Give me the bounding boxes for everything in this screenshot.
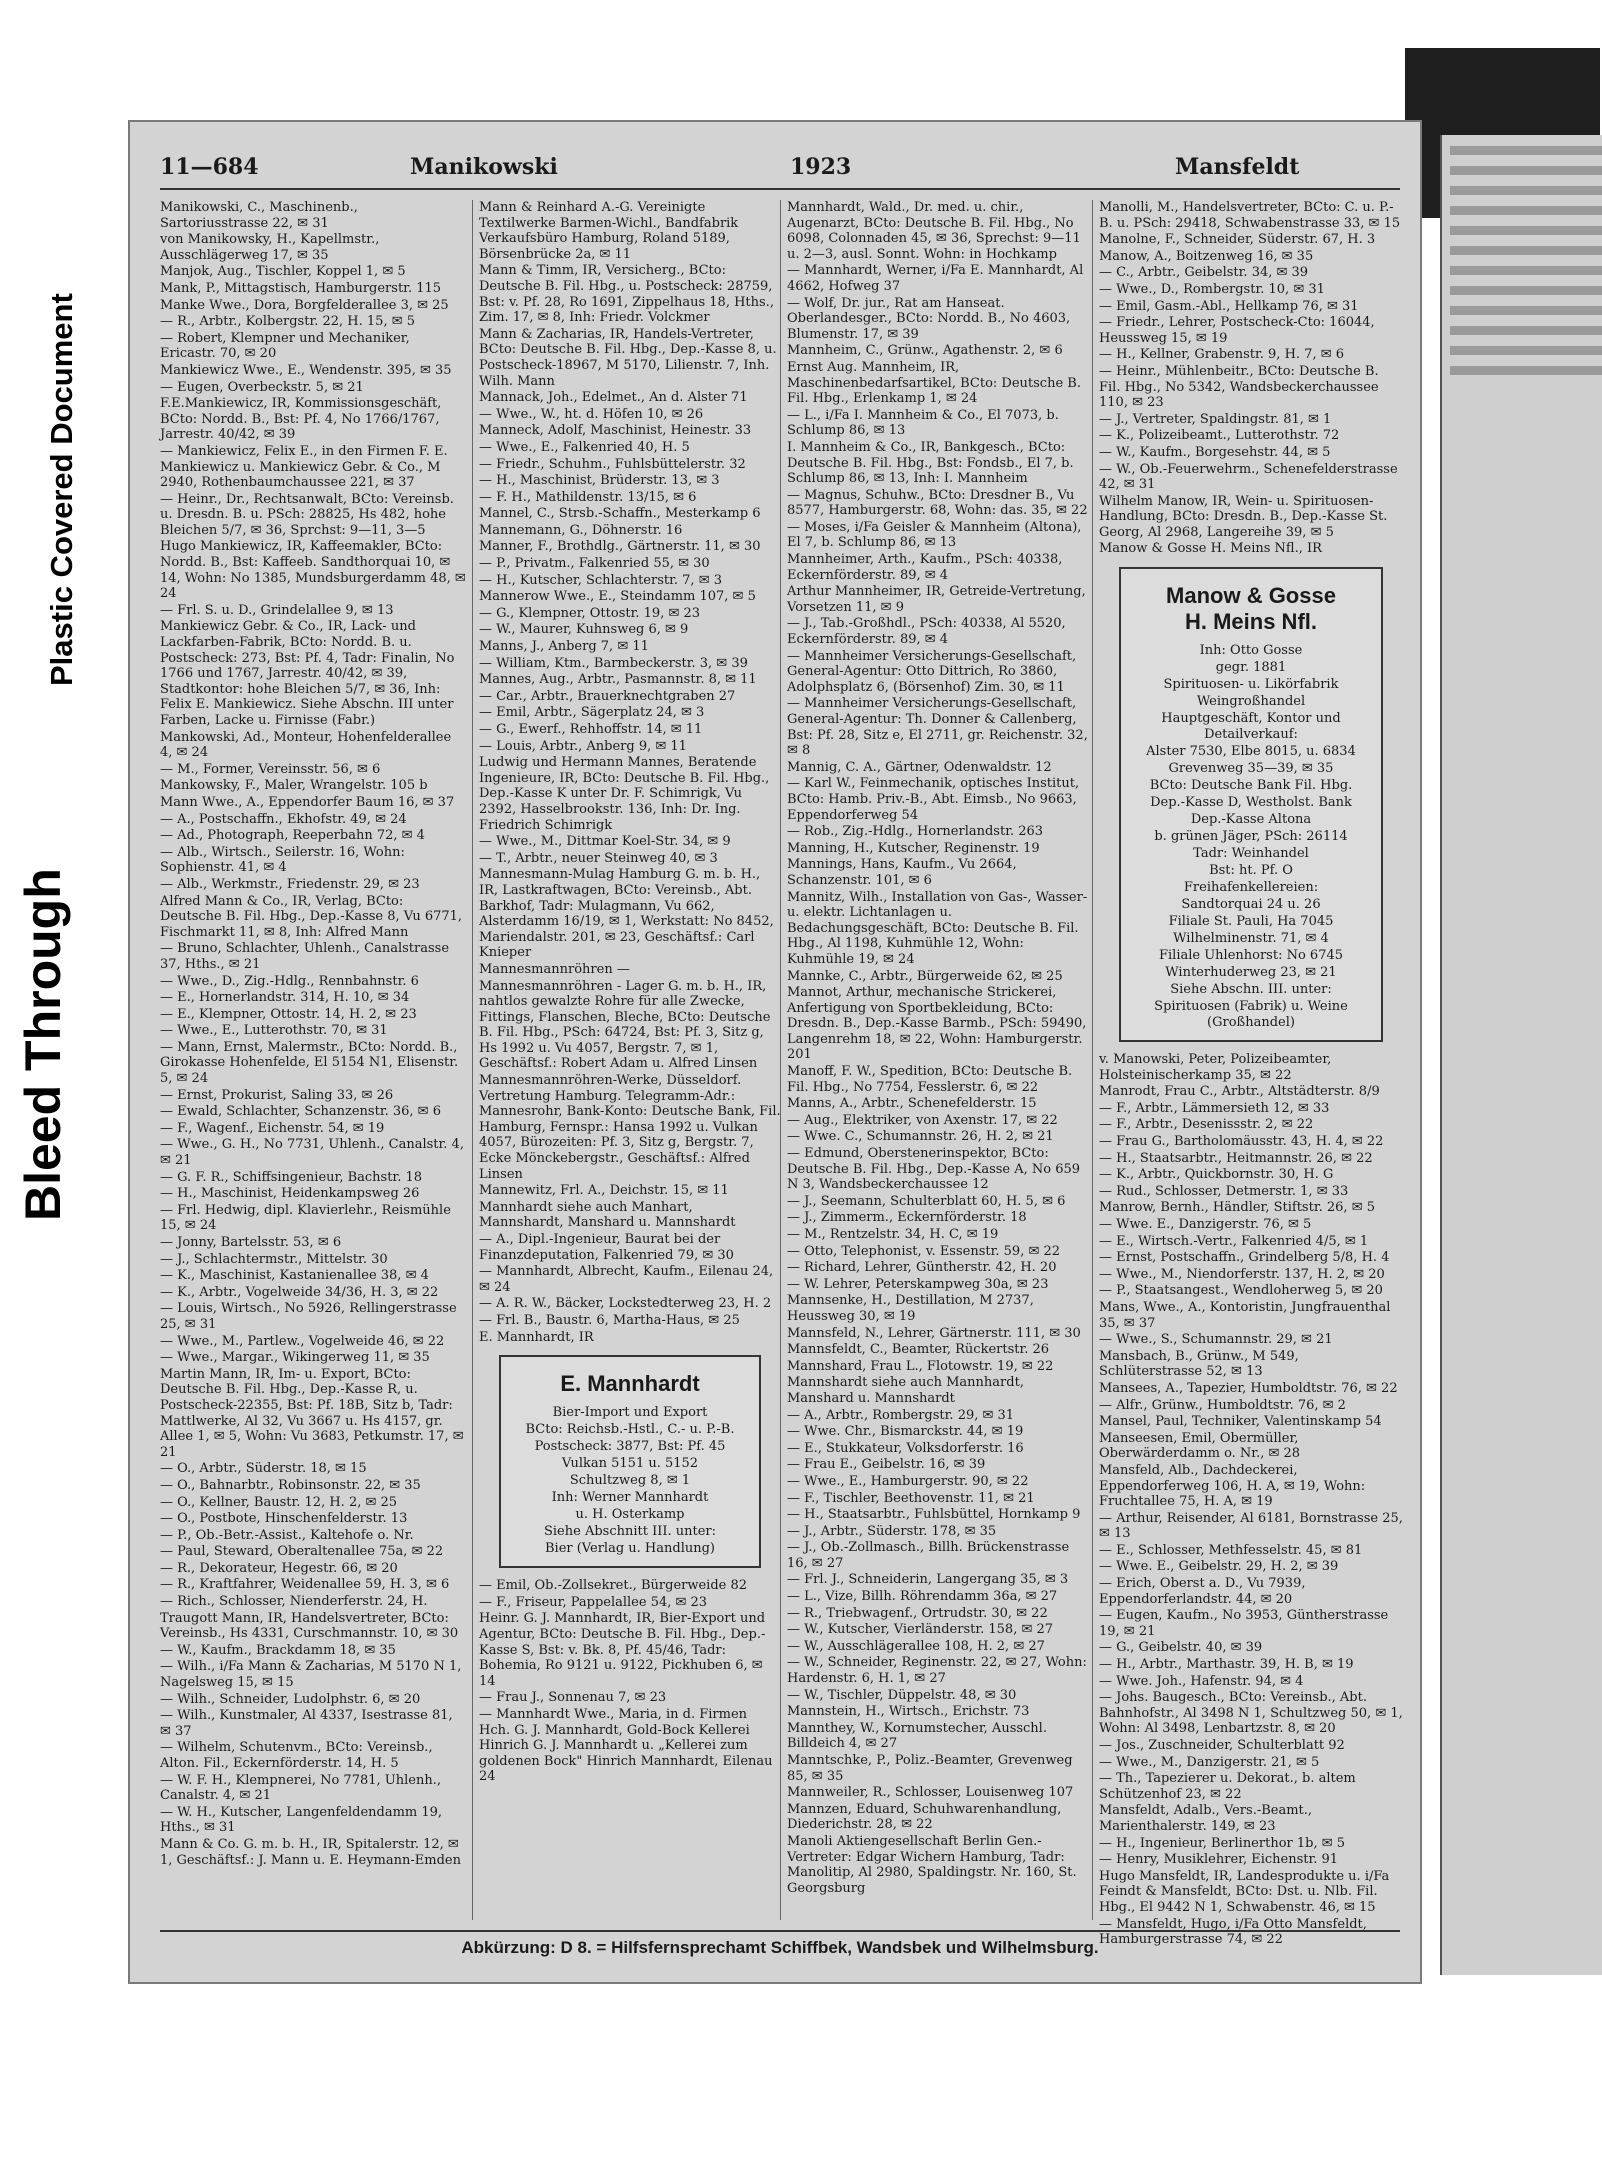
- directory-entry: — Frl. S. u. D., Grindelallee 9, ✉ 13: [160, 602, 394, 618]
- directory-entry: — Wolf, Dr. jur., Rat am Hanseat. Oberlandesger., BCto: Nordd. B., No 4603, Blumenstr. 17, ✉ 39: [787, 295, 1071, 342]
- directory-entry: — O., Postbote, Hinschenfelderstr. 13: [160, 1511, 408, 1527]
- directory-entry: — E., Hornerlandstr. 314, H. 10, ✉ 34: [160, 990, 410, 1006]
- directory-entry: Mannke, C., Arbtr., Bürgerweide 62, ✉ 25: [787, 968, 1063, 984]
- directory-entry: Manjok, Aug., Tischler, Koppel 1, ✉ 5: [160, 264, 406, 280]
- directory-entry: — Rich., Schlosser, Nienderferstr. 24, H.: [160, 1594, 428, 1610]
- directory-entry: Mannshard, Frau L., Flotowstr. 19, ✉ 22: [787, 1358, 1054, 1374]
- directory-entry: — Mannheimer Versicherungs-Gesellschaft, General-Agentur: Th. Donner & Callenberg, Bst: Pf. 28, Sitz e, El 2711, gr. Reichenstr. 32, ✉ 8: [787, 696, 1088, 759]
- directory-entry: Mannsfeld, N., Lehrer, Gärtnerstr. 111, ✉ 30: [787, 1325, 1081, 1341]
- directory-entry: — A., Postschaffn., Ekhofstr. 49, ✉ 24: [160, 811, 407, 827]
- directory-entry: — Friedr., Lehrer, Postscheck-Cto: 16044, Heussweg 15, ✉ 19: [1099, 315, 1375, 346]
- directory-entry: Mannesmannröhren-Werke, Düsseldorf. Vertretung Hamburg. Telegramm-Adr.: Mannesrohr, Bank-Konto: Deutsche Bank, Fil. Hamburg, Fernspr.: Hansa 1992 u. Vulkan 4057, Bürozeiten: Pf. 3, Sitz g, Bergstr. 7, Ecke Mönckebergstr., Geschäftsf.: Alfred Linsen: [479, 1073, 781, 1182]
- directory-entry: — Wwe., G. H., No 7731, Uhlenh., Canalstr. 4, ✉ 21: [160, 1137, 464, 1169]
- directory-entry: — Paul, Steward, Oberaltenallee 75a, ✉ 22: [160, 1544, 444, 1560]
- directory-entry: — Wwe., D., Rombergstr. 10, ✉ 31: [1099, 281, 1325, 297]
- ad-line: Schultzweg 8, ✉ 1: [569, 1473, 691, 1489]
- ad-line: Bst: ht. Pf. O: [1209, 863, 1293, 879]
- column-1: [160, 200, 466, 1920]
- directory-entry: — W., Schneider, Reginenstr. 22, ✉ 27, Wohn: Hardenstr. 6, H. 1, ✉ 27: [787, 1655, 1087, 1687]
- directory-entry: — F., Wagenf., Eichenstr. 54, ✉ 19: [160, 1120, 385, 1136]
- directory-entry: — M., Rentzelstr. 34, H. C, ✉ 19: [787, 1227, 999, 1242]
- directory-entry: Wilhelm Manow, IR, Wein- u. Spirituosen-Handlung, BCto: Dresdn. B., Dep.-Kasse St. Georg, Al 2968, Langereihe 39, ✉ 5: [1099, 493, 1388, 540]
- directory-entry: — E., Klempner, Ottostr. 14, H. 2, ✉ 23: [160, 1006, 417, 1022]
- ad-line: Inh: Otto Gosse: [1199, 643, 1303, 659]
- directory-entry: I. Mannheim & Co., IR, Bankgesch., BCto: Deutsche B. Fil. Hbg., Bst: Fondsb., El 7, b. Schlump 86, ✉ 13, Inh: I. Mannheim: [787, 439, 1074, 487]
- directory-entry: Manrow, Bernh., Händler, Stiftstr. 26, ✉ 5: [1099, 1200, 1375, 1216]
- directory-entry: — Alb., Wirtsch., Seilerstr. 16, Wohn: Sophienstr. 41, ✉ 4: [160, 844, 405, 876]
- directory-entry: — Arthur, Reisender, Al 6181, Bornstrasse 25, ✉ 13: [1099, 1510, 1403, 1542]
- directory-entry: — F., Arbtr., Desenissstr. 2, ✉ 22: [1099, 1117, 1314, 1133]
- directory-entry: — Richard, Lehrer, Güntherstr. 42, H. 20: [787, 1260, 1057, 1276]
- directory-entry: — T., Arbtr., neuer Steinweg 40, ✉ 3: [479, 850, 718, 866]
- directory-entry: — E., Stukkateur, Volksdorferstr. 16: [787, 1440, 1024, 1456]
- directory-entry: — Emil, Ob.-Zollsekret., Bürgerweide 82: [479, 1578, 748, 1594]
- directory-entry: — Karl W., Feinmechanik, optisches Institut, BCto: Hamb. Priv.-B., Abt. Eimsb., No 9663, Eppendorferweg 54: [787, 776, 1080, 823]
- directory-entry: — J., Vertreter, Spaldingstr. 81, ✉ 1: [1099, 411, 1332, 427]
- ad-manow-gosse: [1119, 567, 1383, 1042]
- directory-entry: — G., Geibelstr. 40, ✉ 39: [1099, 1640, 1263, 1656]
- directory-entry: Heinr. G. J. Mannhardt, IR, Bier-Export und Agentur, BCto: Deutsche B. Fil. Hbg., Dep.-Kasse S, Bst: v. Bk. 8, Pf. 45/46, Tadr: Bohemia, Ro 9121 u. 9122, Pickhuben 6, ✉ 14: [479, 1611, 766, 1689]
- directory-entry: Mans, Wwe., A., Kontoristin, Jungfrauenthal 35, ✉ 37: [1099, 1299, 1391, 1331]
- directory-entry: — Friedr., Schuhm., Fuhlsbüttelerstr. 32: [479, 456, 746, 472]
- directory-entry: — P., Staatsangest., Wendloherweg 5, ✉ 20: [1099, 1283, 1383, 1299]
- directory-entry: — H., Staatsarbtr., Fuhlsbüttel, Hornkamp 9: [787, 1507, 1081, 1523]
- directory-entry: — Wilh., i/Fa Mann & Zacharias, M 5170 N 1, Nagelsweg 15, ✉ 15: [160, 1659, 462, 1691]
- directory-entry: Manrodt, Frau C., Arbtr., Altstädterstr. 8/9: [1099, 1084, 1380, 1100]
- directory-entry: — O., Bahnarbtr., Robinsonstr. 22, ✉ 35: [160, 1477, 421, 1493]
- directory-entry: — R., Kraftfahrer, Weidenallee 59, H. 3, ✉ 6: [160, 1577, 450, 1593]
- directory-entry: Mansel, Paul, Techniker, Valentinskamp 54: [1099, 1414, 1382, 1430]
- directory-entry: — Frau J., Sonnenau 7, ✉ 23: [479, 1690, 667, 1706]
- directory-entry: — Wwe., W., ht. d. Höfen 10, ✉ 26: [479, 406, 704, 422]
- directory-entry: Mannesmann-Mulag Hamburg G. m. b. H., IR, Lastkraftwagen, BCto: Vereinsb., Abt. Barkhof, Tadr: Mulagmann, Vu 662, Alsterdamm 16/19, ✉ 1, Werkstatt: No 8452, Mariendalstr. 201, ✉ 23, Geschäftsf.: Carl Knieper: [479, 867, 774, 961]
- directory-entry: — L., i/Fa I. Mannheim & Co., El 7073, b. Schlump 86, ✉ 13: [787, 407, 1059, 439]
- ad-line: BCto: Deutsche Bank Fil. Hbg.: [1149, 778, 1353, 794]
- ad-line: Dep.-Kasse Altona: [1190, 812, 1312, 828]
- directory-entry: — Wwe., Margar., Wikingerweg 11, ✉ 35: [160, 1350, 430, 1366]
- directory-entry: — Bruno, Schlachter, Uhlenh., Canalstrasse 37, Hths., ✉ 21: [160, 941, 450, 972]
- directory-page: [128, 120, 1422, 1984]
- bleed-through-label: Bleed Through: [15, 868, 71, 1222]
- directory-entry: — Mann, Ernst, Malermstr., BCto: Nordd. B., Girokasse Hohenfelde, El 5154 N1, Elisenstr. 5, ✉ 24: [160, 1039, 459, 1087]
- directory-entry: Mankiewicz Gebr. & Co., IR, Lack- und Lackfarben-Fabrik, BCto: Nordd. B. u. Postscheck: 273, Bst: Pf. 4, Tadr: Finalin, No 1766 und 1767, Jarrestr. 40/42, ✉ 39, Stadtkontor: hohe Bleichen 5/7, ✉ 36, Inh: Felix E. Mankiewicz. Siehe Abschn. III unter Farben, Lacke u. Firnisse (Fabr.): [160, 619, 455, 728]
- ad-line: Dep.-Kasse D, Westholst. Bank: [1150, 795, 1352, 811]
- directory-entry: Mannewitz, Frl. A., Deichstr. 15, ✉ 11: [479, 1183, 729, 1199]
- directory-entry: — E., Wirtsch.-Vertr., Falkenried 4/5, ✉ 1: [1099, 1233, 1369, 1249]
- column-3: [780, 200, 1093, 1920]
- directory-entry: Mansfeldt, Adalb., Vers.-Beamt., Marienthalerstr. 149, ✉ 23: [1099, 1803, 1313, 1834]
- directory-entry: Manning, H., Kutscher, Reginenstr. 19: [787, 840, 1040, 856]
- ad-line: Alster 7530, Elbe 8015, u. 6834: [1146, 744, 1356, 760]
- directory-entry: Mannweiler, R., Schlosser, Louisenweg 107: [787, 1785, 1074, 1801]
- directory-entry: Mannsenke, H., Destillation, M 2737, Heussweg 30, ✉ 19: [787, 1293, 1034, 1324]
- directory-entry: — Alb., Werkmstr., Friedenstr. 29, ✉ 23: [160, 876, 420, 892]
- directory-entry: — P., Ob.-Betr.-Assist., Kaltehofe o. Nr.: [160, 1527, 414, 1543]
- ad-line: Freihafenkellereien:: [1183, 880, 1319, 896]
- directory-entry: — Rud., Schlosser, Detmerstr. 1, ✉ 33: [1099, 1183, 1349, 1199]
- directory-entry: Mannheimer, Arth., Kaufm., PSch: 40338, Eckernförderstr. 89, ✉ 4: [787, 552, 1063, 583]
- directory-entry: — G. F. R., Schiffsingenieur, Bachstr. 18: [160, 1169, 423, 1185]
- directory-entry: — R., Triebwagenf., Ortrudstr. 30, ✉ 22: [787, 1605, 1048, 1621]
- directory-entry: — Wwe., D., Zig.-Hdlg., Rennbahnstr. 6: [160, 973, 419, 989]
- directory-entry: — W., Maurer, Kuhnsweg 6, ✉ 9: [479, 622, 689, 638]
- directory-entry: — C., Arbtr., Geibelstr. 34, ✉ 39: [1099, 265, 1309, 281]
- directory-entry: — Wwe. Chr., Bismarckstr. 44, ✉ 19: [787, 1424, 1024, 1440]
- directory-entry: Mann & Zacharias, IR, Handels-Vertreter, BCto: Deutsche B. Fil. Hbg., Dep.-Kasse 8, u. Postscheck-18967, M 5170, Lilienstr. 7, Inh. Wilh. Mann: [479, 326, 777, 389]
- ad-line: Vulkan 5151 u. 5152: [561, 1456, 699, 1472]
- header-left-name: Manikowski: [410, 154, 558, 180]
- adjacent-page-edge: [1440, 135, 1602, 1975]
- directory-entry: Mannemann, G., Döhnerstr. 16: [479, 522, 683, 538]
- directory-entry: — Wwe., E., Lutterothstr. 70, ✉ 31: [160, 1023, 388, 1039]
- directory-entry: — Jonny, Bartelsstr. 53, ✉ 6: [160, 1235, 342, 1250]
- directory-entry: — H., Maschinist, Brüderstr. 13, ✉ 3: [479, 473, 720, 489]
- directory-entry: Ernst Aug. Mannheim, IR, Maschinenbedarfsartikel, BCto: Deutsche B. Fil. Hbg., Erlenkamp 1, ✉ 24: [787, 359, 1081, 407]
- directory-entry: — J., Seemann, Schulterblatt 60, H. 5, ✉ 6: [787, 1193, 1066, 1209]
- directory-entry: Manoff, F. W., Spedition, BCto: Deutsche B. Fil. Hbg., No 7754, Fesslerstr. 6, ✉ 22: [787, 1064, 1073, 1095]
- directory-entry: Hugo Mankiewicz, IR, Kaffeemakler, BCto: Nordd. B., Bst: Kaffeeb. Sandthorquai 10, ✉ 14, Wohn: No 1385, Mundsburgerdamm 48, ✉ 24: [160, 539, 466, 602]
- directory-entry: Manns, J., Anberg 7, ✉ 11: [479, 639, 649, 655]
- directory-entry: Manoli Aktiengesellschaft Berlin Gen.-Vertreter: Edgar Wichern Hamburg, Tadr: Manolitip, Al 2980, Spaldingstr. Nr. 160, St. Georgsburg: [787, 1833, 1077, 1896]
- directory-entry: — Mansfeldt, Hugo, i/Fa Otto Mansfeldt, Hamburgerstrasse 74, ✉ 22: [1099, 1916, 1367, 1948]
- directory-entry: — Aug., Elektriker, von Axenstr. 17, ✉ 22: [787, 1112, 1058, 1128]
- directory-entry: — W., Tischler, Düppelstr. 48, ✉ 30: [787, 1687, 1017, 1703]
- directory-entry: Mankiewicz Wwe., E., Wendenstr. 395, ✉ 35: [160, 362, 452, 378]
- directory-entry: — Erich, Oberst a. D., Vu 7939, Eppendorferlandstr. 44, ✉ 20: [1099, 1576, 1306, 1607]
- directory-entry: Mannig, C. A., Gärtner, Odenwaldstr. 12: [787, 759, 1052, 775]
- directory-entry: — Mannhardt, Albrecht, Kaufm., Eilenau 24, ✉ 24: [479, 1264, 774, 1295]
- directory-entry: — J., Arbtr., Süderstr. 178, ✉ 35: [787, 1523, 997, 1539]
- ad-line: Tadr: Weinhandel: [1193, 846, 1309, 862]
- directory-entry: — R., Arbtr., Kolbergstr. 22, H. 15, ✉ 5: [160, 314, 416, 330]
- directory-entry: — H., Maschinist, Heidenkampsweg 26: [160, 1186, 420, 1202]
- directory-entry: — W. H., Kutscher, Langenfeldendamm 19, Hths., ✉ 31: [160, 1804, 443, 1836]
- directory-entry: — W., Kutscher, Vierländerstr. 158, ✉ 27: [787, 1622, 1054, 1638]
- directory-entry: — W., Kaufm., Brackdamm 18, ✉ 35: [160, 1642, 396, 1658]
- plastic-covered-label: Plastic Covered Document: [44, 293, 79, 687]
- directory-entry: Mannerow Wwe., E., Steindamm 107, ✉ 5: [479, 589, 756, 605]
- directory-entry: — Heinr., Dr., Rechtsanwalt, BCto: Vereinsb. u. Dresdn. B. u. PSch: 28825, Hs 482, hohe Bleichen 5/7, ✉ 36, Sprchst: 9—11, 3—5: [160, 491, 454, 538]
- ad-line: Inh: Werner Mannhardt: [551, 1490, 709, 1506]
- directory-entry: — Ad., Photograph, Reeperbahn 72, ✉ 4: [160, 828, 425, 844]
- directory-entry: Mannthey, W., Kornumstecher, Ausschl. Billdeich 4, ✉ 27: [787, 1720, 1047, 1752]
- ad-e-mannhardt: [499, 1355, 761, 1568]
- directory-entry: — J., Schlachtermstr., Mittelstr. 30: [160, 1251, 388, 1267]
- directory-entry: Manns, A., Arbtr., Schenefelderstr. 15: [787, 1096, 1037, 1112]
- directory-entry: Ludwig und Hermann Mannes, Beratende Ingenieure, IR, BCto: Deutsche B. Fil. Hbg., Dep.-Kasse K unter Dr. F. Schimrigk, Vu 2392, Hasselbrookstr. 136, Inh: Dr. Ing. Friedrich Schimrigk: [479, 755, 770, 833]
- directory-entry: Mannshardt siehe auch Mannhardt, Manshard u. Mannshardt: [787, 1375, 1024, 1406]
- directory-entry: — Wwe., S., Schumannstr. 29, ✉ 21: [1099, 1332, 1333, 1348]
- directory-entry: — Frl. J., Schneiderin, Langergang 35, ✉ 3: [787, 1572, 1069, 1588]
- directory-entry: — Th., Tapezierer u. Dekorat., b. altem Schützenhof 23, ✉ 22: [1099, 1771, 1356, 1802]
- directory-entry: — Wwe. C., Schumannstr. 26, H. 2, ✉ 21: [787, 1129, 1054, 1145]
- directory-entry: Hugo Mansfeldt, IR, Landesprodukte u. i/Fa Feindt & Mansfeldt, BCto: Dst. u. Nlb. Fil. Hbg., El 9442 N 1, Schwabenstr. 46, ✉ 15: [1099, 1868, 1390, 1915]
- directory-entry: — Frau G., Bartholomäusstr. 43, H. 4, ✉ 22: [1099, 1134, 1384, 1150]
- directory-entry: — A., Arbtr., Rombergstr. 29, ✉ 31: [787, 1407, 1015, 1423]
- directory-entry: Manolli, M., Handelsvertreter, BCto: C. u. P.-B. u. PSch: 29418, Schwabenstrasse 33, ✉ 15: [1099, 200, 1401, 231]
- ad-line: Siehe Abschn. III. unter:: [1170, 982, 1332, 998]
- directory-entry: — Robert, Klempner und Mechaniker, Ericastr. 70, ✉ 20: [160, 330, 410, 362]
- ad-line: b. grünen Jäger, PSch: 26114: [1154, 829, 1348, 845]
- footer-note: Abkürzung: D 8. = Hilfsfernsprechamt Schiffbek, Wandsbek und Wilhelmsburg.: [160, 1930, 1400, 1958]
- directory-entry: Mann & Co. G. m. b. H., IR, Spitalerstr. 12, ✉ 1, Geschäftsf.: J. Mann u. E. Heymann-Emden: [160, 1836, 461, 1868]
- directory-entry: — Emil, Gasm.-Abl., Hellkamp 76, ✉ 31: [1099, 298, 1359, 314]
- ad-line: Spirituosen (Fabrik) u. Weine (Großhandel): [1154, 999, 1348, 1031]
- directory-entry: Martin Mann, IR, Im- u. Export, BCto: Deutsche B. Fil. Hbg., Dep.-Kasse R, u. Postscheck-22355, Bst: Pf. 18B, Sitz b, Tadr: Mattlwerke, Al 32, Vu 3667 u. Hs 4157, gr. Allee 1, ✉ 5, Wohn: Vu 3683, Petkumstr. 17, ✉ 21: [160, 1366, 464, 1460]
- directory-entry: — Wwe. Joh., Hafenstr. 94, ✉ 4: [1099, 1673, 1304, 1689]
- directory-entry: Mansees, A., Tapezier, Humboldtstr. 76, ✉ 22: [1099, 1380, 1398, 1396]
- ad-line: Bier-Import und Export: [552, 1405, 708, 1421]
- directory-entry: — W. Lehrer, Peterskampweg 30a, ✉ 23: [787, 1276, 1049, 1292]
- column-2: [472, 200, 781, 1920]
- directory-entry: Mannesmannröhren - Lager G. m. b. H., IR, nahtlos gewalzte Rohre für alle Zwecke, Fittings, Flanschen, Bleche, BCto: Deutsche B. Fil. Hbg., PSch: 64724, Bst: Pf. 3, Sitz g, Hs 1992 u. Vu 4057, Bergstr. 7, ✉ 1, Geschäftsf.: Robert Adam u. Alfred Linsen: [479, 978, 771, 1072]
- directory-entry: Manow, A., Boitzenweg 16, ✉ 35: [1099, 248, 1314, 264]
- directory-entry: — Rob., Zig.-Hdlg., Hornerlandstr. 263: [787, 824, 1044, 840]
- directory-entry: — A., Dipl.-Ingenieur, Baurat bei der Finanzdeputation, Falkenried 79, ✉ 30: [479, 1232, 734, 1263]
- directory-entry: — R., Dekorateur, Hegestr. 66, ✉ 20: [160, 1560, 398, 1576]
- ad-line: gegr. 1881: [1215, 660, 1287, 676]
- directory-entry: — K., Arbtr., Vogelweide 34/36, H. 3, ✉ 22: [160, 1284, 439, 1300]
- directory-entry: Mankowsky, F., Maler, Wrangelstr. 105 b: [160, 778, 428, 794]
- ad-line: u. H. Osterkamp: [575, 1507, 685, 1523]
- directory-entry: Mansbach, B., Grünw., M 549, Schlüterstrasse 52, ✉ 13: [1099, 1348, 1299, 1380]
- directory-entry: Manikowski, C., Maschinenb., Sartoriusstrasse 22, ✉ 31: [160, 200, 358, 231]
- directory-entry: Mannsfeldt, C., Beamter, Rückertstr. 26: [787, 1342, 1050, 1358]
- directory-entry: F.E.Mankiewicz, IR, Kommissionsgeschäft, BCto: Nordd. B., Bst: Pf. 4, No 1766/1767, Jarrestr. 40/42, ✉ 39: [160, 396, 442, 443]
- directory-entry: — Alfr., Grünw., Humboldtstr. 76, ✉ 2: [1099, 1397, 1346, 1413]
- directory-entry: — Wilh., Schneider, Ludolphstr. 6, ✉ 20: [160, 1691, 421, 1707]
- directory-entry: — Frl. Hedwig, dipl. Klavierlehr., Reismühle 15, ✉ 24: [160, 1202, 451, 1234]
- directory-entry: Mannitz, Wilh., Installation von Gas-, Wasser- u. elektr. Lichtanlagen u. Bedachungsgeschäft, BCto: Deutsche B. Fil. Hbg., Al 1198, Kuhmühle 12, Wohn: Kuhmühle 19, ✉ 24: [787, 889, 1088, 967]
- directory-entry: Mannhardt siehe auch Manhart, Mannshardt, Manshard u. Mannshardt: [479, 1199, 736, 1231]
- directory-entry: — Frau E., Geibelstr. 16, ✉ 39: [787, 1457, 986, 1473]
- directory-entry: von Manikowsky, H., Kapellmstr., Ausschlägerweg 17, ✉ 35: [160, 232, 380, 263]
- ad-line: Weingroßhandel: [1196, 694, 1306, 710]
- directory-entry: — L., Vize, Billh. Röhrendamm 36a, ✉ 27: [787, 1589, 1058, 1605]
- directory-entry: Mannack, Joh., Edelmet., An d. Alster 71: [479, 390, 748, 406]
- directory-entry: — K., Arbtr., Quickbornstr. 30, H. G: [1099, 1167, 1334, 1183]
- ad-line: Sandtorquai 24 u. 26: [1181, 897, 1321, 913]
- directory-entry: Manolne, F., Schneider, Süderstr. 67, H. 3: [1099, 232, 1376, 248]
- directory-entry: — J., Tab.-Großhdl., PSch: 40338, Al 5520, Eckernförderstr. 89, ✉ 4: [787, 616, 1066, 648]
- directory-entry: Manseesen, Emil, Obermüller, Oberwärderdamm o. Nr., ✉ 28: [1099, 1430, 1301, 1462]
- header-rule: [160, 188, 1400, 190]
- directory-entry: Mannel, C., Strsb.-Schaffn., Mesterkamp 6: [479, 506, 761, 522]
- header-right-name: Mansfeldt: [1175, 154, 1300, 180]
- directory-entry: Mann & Timm, IR, Versicherg., BCto: Deutsche B. Fil. Hbg., u. Postscheck: 28759, Bst: v. Pf. 28, Ro 1691, Zippelhaus 18, Hths., Zim. 17, ✉ 8, Inh: Friedr. Volckmer: [479, 263, 774, 326]
- directory-entry: Mannot, Arthur, mechanische Strickerei, Anfertigung von Sportbekleidung, BCto: Dresdn. B., Dep.-Kasse Barmb., PSch: 59490, Langenrehm 18, ✉ 22, Wohn: Hamburgerstr. 201: [787, 985, 1087, 1063]
- directory-entry: — W., Ausschlägerallee 108, H. 2, ✉ 27: [787, 1638, 1045, 1654]
- ad-line: Siehe Abschnitt III. unter:: [543, 1524, 717, 1540]
- directory-entry: Manke Wwe., Dora, Borgfelderallee 3, ✉ 25: [160, 297, 449, 313]
- column-4: [1092, 200, 1403, 1948]
- directory-entry: Mann & Reinhard A.-G. Vereinigte Textilwerke Barmen-Wichl., Bandfabrik Verkaufsbüro Hamburg, Roland 5189, Börsenbrücke 2a, ✉ 11: [479, 200, 739, 262]
- directory-entry: — W., Kaufm., Borgesehstr. 44, ✉ 5: [1099, 444, 1331, 460]
- directory-entry: — William, Ktm., Barmbeckerstr. 3, ✉ 39: [479, 655, 748, 671]
- directory-entry: — Johs. Baugesch., BCto: Vereinsb., Abt. Bahnhofstr., Al 3498 N 1, Schultzweg 50, ✉ 1, Wohn: Al 3498, Lenbartzstr. 8, ✉ 20: [1099, 1690, 1403, 1737]
- directory-entry: — Jos., Zuschneider, Schulterblatt 92: [1099, 1738, 1345, 1753]
- ad-line: Hauptgeschäft, Kontor und Detailverkauf:: [1161, 711, 1341, 743]
- directory-entry: — F., Arbtr., Lämmersieth 12, ✉ 33: [1099, 1100, 1330, 1116]
- directory-entry: — Mannheimer Versicherungs-Gesellschaft, General-Agentur: Otto Dittrich, Ro 3860, Adolphsplatz 6, (Börsenhof) Zim. 30, ✉ 11: [787, 648, 1077, 695]
- directory-entry: — Wwe., M., Danzigerstr. 21, ✉ 5: [1099, 1754, 1320, 1770]
- directory-entry: Mannhardt, Wald., Dr. med. u. chir., Augenarzt, BCto: Deutsche B. Fil. Hbg., No 6098, Colonnaden 45, ✉ 36, Sprechst: 9—11 u. 2—3, ausl. Sonnt. Wohn: in Hochkamp: [787, 200, 1081, 262]
- directory-entry: — H., Arbtr., Marthastr. 39, H. B, ✉ 19: [1099, 1657, 1354, 1673]
- directory-entry: Mannzen, Eduard, Schuhwarenhandlung, Diederichstr. 28, ✉ 22: [787, 1801, 1062, 1833]
- directory-entry: Mansfeld, Alb., Dachdeckerei, Eppendorferweg 106, H. A, ✉ 19, Wohn: Fruchtallee 75, H. A, ✉ 19: [1099, 1462, 1366, 1510]
- directory-entry: — Eugen, Overbeckstr. 5, ✉ 21: [160, 379, 364, 395]
- directory-entry: — Henry, Musiklehrer, Eichenstr. 91: [1099, 1852, 1339, 1868]
- ad-line: BCto: Reichsb.-Hstl., C.- u. P.-B.: [525, 1422, 735, 1438]
- directory-entry: — Frl. B., Baustr. 6, Martha-Haus, ✉ 25: [479, 1312, 740, 1328]
- directory-entry: Traugott Mann, IR, Handelsvertreter, BCto: Vereinsb., Hs 4331, Curschmannstr. 10, ✉ 30: [160, 1610, 459, 1642]
- directory-entry: — K., Maschinist, Kastanienallee 38, ✉ 4: [160, 1268, 429, 1284]
- directory-entry: — F., Friseur, Pappelallee 54, ✉ 23: [479, 1594, 708, 1610]
- directory-entry: — Wilhelm, Schutenvm., BCto: Vereinsb., Alton. Fil., Eckernförderstr. 14, H. 5: [160, 1740, 433, 1771]
- directory-entry: — Eugen, Kaufm., No 3953, Güntherstrasse 19, ✉ 21: [1099, 1608, 1389, 1639]
- directory-entry: — A. R. W., Bäcker, Lockstedterweg 23, H. 2: [479, 1296, 772, 1312]
- directory-entry: Mannes, Aug., Arbtr., Pasmannstr. 8, ✉ 11: [479, 672, 757, 688]
- directory-entry: — Wwe., E., Falkenried 40, H. 5: [479, 439, 690, 455]
- ad-line: Winterhuderweg 23, ✉ 21: [1165, 965, 1337, 981]
- directory-entry: — H., Staatsarbtr., Heitmannstr. 26, ✉ 22: [1099, 1150, 1373, 1166]
- ad-line: Filiale Uhlenhorst: No 6745: [1158, 948, 1344, 964]
- directory-entry: — J., Ob.-Zollmasch., Billh. Brückenstrasse 16, ✉ 27: [787, 1540, 1070, 1571]
- ad-line: Bier (Verlag u. Handlung): [544, 1541, 715, 1557]
- directory-entry: — Edmund, Oberstenerinspektor, BCto: Deutsche B. Fil. Hbg., Dep.-Kasse A, No 659 N 3, Wandsbeckerchaussee 12: [787, 1146, 1081, 1193]
- directory-entry: Mann Wwe., A., Eppendorfer Baum 16, ✉ 37: [160, 794, 455, 810]
- directory-entry: — Wwe., M., Niendorferstr. 137, H. 2, ✉ 20: [1099, 1266, 1385, 1282]
- directory-entry: — Wilh., Kunstmaler, Al 4337, Isestrasse 81, ✉ 37: [160, 1708, 453, 1739]
- ad-title: E. Mannhardt: [560, 1371, 700, 1397]
- directory-entry: — Emil, Arbtr., Sägerplatz 24, ✉ 3: [479, 705, 705, 721]
- directory-entry: — H., Kellner, Grabenstr. 9, H. 7, ✉ 6: [1099, 347, 1345, 363]
- directory-entry: — H., Ingenieur, Berlinerthor 1b, ✉ 5: [1099, 1835, 1346, 1851]
- directory-entry: — Magnus, Schuhw., BCto: Dresdner B., Vu 8577, Hamburgerstr. 68, Wohn: das. 35, ✉ 22: [787, 487, 1088, 519]
- directory-entry: — F. H., Mathildenstr. 13/15, ✉ 6: [479, 489, 697, 505]
- directory-entry: Mannheim, C., Grünw., Agathenstr. 2, ✉ 6: [787, 343, 1063, 359]
- directory-entry: — Mankiewicz, Felix E., in den Firmen F. E. Mankiewicz u. Mankiewicz Gebr. & Co., M 2940, Rothenbaumchaussee 221, ✉ 37: [160, 443, 448, 491]
- directory-entry: — Wwe., M., Partlew., Vogelweide 46, ✉ 22: [160, 1333, 445, 1349]
- ad-line: Grevenweg 35—39, ✉ 35: [1168, 761, 1334, 777]
- directory-entry: — Louis, Arbtr., Anberg 9, ✉ 11: [479, 738, 687, 754]
- directory-entry: — J., Zimmerm., Eckernförderstr. 18: [787, 1210, 1027, 1226]
- directory-entry: v. Manowski, Peter, Polizeibeamter, Holsteinischerkamp 35, ✉ 22: [1099, 1052, 1332, 1083]
- directory-entry: Mannstein, H., Wirtsch., Erichstr. 73: [787, 1704, 1030, 1720]
- directory-entry: — G., Ewerf., Rehhoffstr. 14, ✉ 11: [479, 722, 703, 737]
- directory-entry: — Otto, Telephonist, v. Essenstr. 59, ✉ 22: [787, 1243, 1061, 1259]
- directory-entry: — E., Schlosser, Methfesselstr. 45, ✉ 81: [1099, 1542, 1363, 1558]
- directory-entry: — P., Privatm., Falkenried 55, ✉ 30: [479, 556, 710, 572]
- directory-entry: Manntschke, P., Poliz.-Beamter, Grevenweg 85, ✉ 35: [787, 1753, 1073, 1784]
- directory-entry: Manner, F., Brothdlg., Gärtnerstr. 11, ✉ 30: [479, 539, 761, 555]
- directory-entry: — Moses, i/Fa Geisler & Mannheim (Altona), El 7, b. Schlump 86, ✉ 13: [787, 519, 1082, 551]
- directory-entry: — W. F. H., Klempnerei, No 7781, Uhlenh., Canalstr. 4, ✉ 21: [160, 1772, 441, 1804]
- directory-entry: — Ewald, Schlachter, Schanzenstr. 36, ✉ 6: [160, 1104, 441, 1120]
- directory-entry: — M., Former, Vereinsstr. 56, ✉ 6: [160, 761, 381, 777]
- directory-entry: — Louis, Wirtsch., No 5926, Rellingerstrasse 25, ✉ 31: [160, 1301, 457, 1332]
- directory-entry: Arthur Mannheimer, IR, Getreide-Vertretung, Vorsetzen 11, ✉ 9: [787, 584, 1086, 615]
- directory-entry: — Wwe. E., Geibelstr. 29, H. 2, ✉ 39: [1099, 1559, 1339, 1575]
- directory-entry: — W., Ob.-Feuerwehrm., Schenefelderstrasse 42, ✉ 31: [1099, 461, 1398, 493]
- directory-entry: — O., Arbtr., Süderstr. 18, ✉ 15: [160, 1461, 367, 1477]
- page-header: [160, 150, 1400, 190]
- directory-entry: — Heinr., Mühlenbeitr., BCto: Deutsche B. Fil. Hbg., No 5342, Wandsbeckerchaussee 110, ✉ 23: [1099, 363, 1379, 411]
- directory-entry: — Mannhardt, Werner, i/Fa E. Mannhardt, Al 4662, Hofweg 37: [787, 263, 1084, 294]
- page-number: 11—684: [160, 154, 259, 180]
- directory-entry: Mank, P., Mittagstisch, Hamburgerstr. 115: [160, 280, 442, 296]
- ad-line: Postscheck: 3877, Bst: Pf. 45: [534, 1439, 726, 1455]
- directory-entry: — Wwe. E., Danzigerstr. 76, ✉ 5: [1099, 1217, 1312, 1232]
- directory-entry: Alfred Mann & Co., IR, Verlag, BCto: Deutsche B. Fil. Hbg., Dep.-Kasse 8, Vu 6771, Fischmarkt 11, ✉ 8, Inh: Alfred Mann: [160, 893, 463, 940]
- directory-entry: — G., Klempner, Ottostr. 19, ✉ 23: [479, 605, 701, 621]
- directory-entry: — Mannhardt Wwe., Maria, in d. Firmen Hch. G. J. Mannhardt, Gold-Bock Kellerei Hinrich G. J. Mannhardt u. „Kellerei zum goldenen Bock" Hinrich Mannhardt, Eilenau 24: [479, 1706, 773, 1785]
- directory-entry: — O., Kellner, Baustr. 12, H. 2, ✉ 25: [160, 1494, 398, 1510]
- header-year: 1923: [790, 154, 852, 180]
- ad-line: Filiale St. Pauli, Ha 7045: [1168, 914, 1334, 930]
- directory-entry: — F., Tischler, Beethovenstr. 11, ✉ 21: [787, 1490, 1035, 1506]
- directory-entry: — Ernst, Postschaffn., Grindelberg 5/8, H. 4: [1099, 1250, 1390, 1266]
- directory-entry: — Ernst, Prokurist, Saling 33, ✉ 26: [160, 1087, 394, 1103]
- ad-title-2: H. Meins Nfl.: [1184, 609, 1317, 635]
- ad-line: Wilhelminenstr. 71, ✉ 4: [1173, 931, 1329, 947]
- directory-entry: — H., Kutscher, Schlachterstr. 7, ✉ 3: [479, 572, 722, 588]
- ad-title-1: Manow & Gosse: [1166, 583, 1336, 609]
- directory-entry: Manow & Gosse H. Meins Nfl., IR: [1099, 541, 1322, 557]
- directory-entry: Mankowski, Ad., Monteur, Hohenfelderallee 4, ✉ 24: [160, 729, 452, 761]
- directory-entry: Mannesmannröhren —: [479, 961, 630, 977]
- directory-entry: — Wwe., M., Dittmar Koel-Str. 34, ✉ 9: [479, 834, 731, 850]
- ad-line: Spirituosen- u. Likörfabrik: [1163, 677, 1339, 693]
- directory-entry: — Car., Arbtr., Brauerknechtgraben 27: [479, 688, 736, 704]
- directory-entry: Mannings, Hans, Kaufm., Vu 2664, Schanzenstr. 101, ✉ 6: [787, 857, 1017, 888]
- directory-entry: Manneck, Adolf, Maschinist, Heinestr. 33: [479, 423, 752, 439]
- directory-entry: — Wwe., E., Hamburgerstr. 90, ✉ 22: [787, 1473, 1029, 1489]
- directory-entry: — K., Polizeibeamt., Lutterothstr. 72: [1099, 428, 1340, 444]
- directory-entry: E. Mannhardt, IR: [479, 1329, 594, 1345]
